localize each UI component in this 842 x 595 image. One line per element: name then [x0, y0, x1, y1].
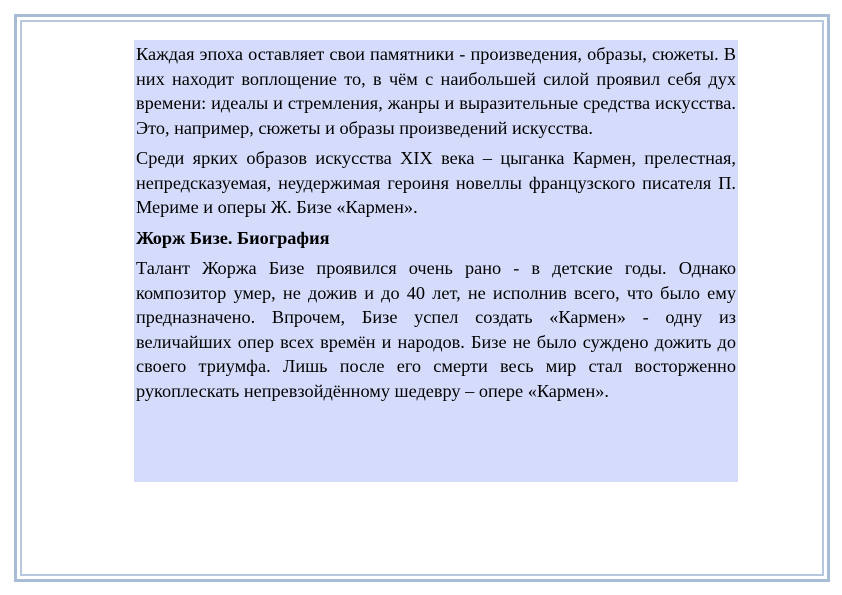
section-heading: Жорж Бизе. Биография — [136, 227, 330, 248]
text-block — [134, 40, 738, 482]
paragraph-biography: Талант Жоржа Бизе проявился очень рано - в детские годы. Однако композитор умер, не дожив и до 40 лет, не исполнив всего, что было ему предназначено. Впрочем, Бизе успел создать «Кармен» - одну из величайших опер всех времён и народов. Бизе не было суждено дожить до своего триумфа. Лишь после его смерти весь мир стал восторженно рукоплескать непревзойдённому шедевру – опере «Кармен». — [136, 258, 736, 401]
paragraph-intro: Каждая эпоха оставляет свои памятники - произведения, образы, сюжеты. В них находит воплощение то, в чём с наибольшей силой проявил себя дух времени: идеалы и стремления, жанры и выразительные средства искусства. Это, например, сюжеты и образы произведений искусства. — [136, 44, 736, 138]
paragraph-carmen: Среди ярких образов искусства XIX века – цыганка Кармен, прелестная, непредсказуемая, неудержимая героиня новеллы французского писателя П. Мериме и оперы Ж. Бизе «Кармен». — [136, 148, 736, 217]
